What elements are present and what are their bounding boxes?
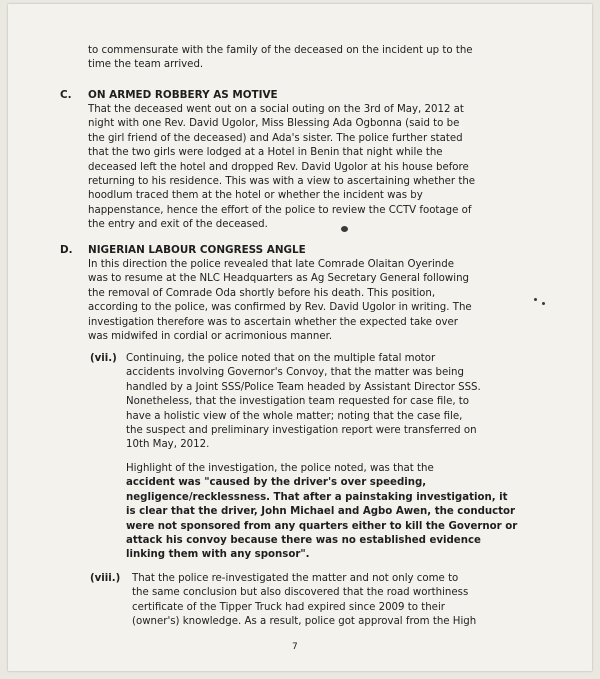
- section-d-line: In this direction the police revealed that late Comrade Olaitan Oyerinde: [88, 259, 454, 270]
- section-c-line: hoodlum traced them at the hotel or whether the incident was by: [88, 190, 423, 202]
- section-c-letter: C.: [60, 89, 72, 101]
- item-viii-paragraph: [132, 572, 521, 630]
- item-vii-line: Continuing, the police noted that on the multiple fatal motor: [126, 353, 436, 364]
- intro-line: to commensurate with the family of the deceased on the incident up to the: [88, 45, 473, 56]
- section-d-line: according to the police, was confirmed by Rev. David Ugolor in writing. The: [88, 302, 472, 314]
- highlight-line: linking them with any sponsor".: [126, 549, 310, 561]
- highlight-line: attack his convoy because there was no established evidence: [126, 535, 481, 547]
- item-vii-line: Nonetheless, that the investigation team requested for case file, to: [126, 396, 470, 408]
- margin-mark: [542, 302, 545, 305]
- item-viii-line: certificate of the Tipper Truck had expired since 2009 to their: [132, 601, 445, 613]
- section-d-paragraph: [88, 258, 516, 344]
- highlight-line: negligence/recklessness. That after a painstaking investigation, it: [126, 491, 508, 503]
- section-c-line: That the deceased went out on a social outing on the 3rd of May, 2012 at: [88, 104, 464, 115]
- page-number: 7: [292, 642, 298, 652]
- section-c-line: night with one Rev. David Ugolor, Miss Blessing Ada Ogbonna (said to be: [88, 118, 460, 130]
- item-vii-line: handled by a Joint SSS/Police Team headed by Assistant Director SSS.: [126, 381, 481, 393]
- item-vii-highlight-paragraph: [126, 462, 521, 563]
- item-viii-line: (owner's) knowledge. As a result, police got approval from the High: [132, 616, 477, 628]
- section-c-line: returning to his residence. This was with a view to ascertaining whether the: [88, 176, 476, 188]
- ink-smudge: [341, 226, 348, 232]
- section-c-line: happenstance, hence the effort of the police to review the CCTV footage of: [88, 204, 472, 216]
- item-vii-line: 10th May, 2012.: [126, 439, 210, 451]
- intro-line: time the team arrived.: [88, 59, 204, 71]
- item-viii-line: the same conclusion but also discovered that the road worthiness: [132, 587, 469, 599]
- section-d-title: NIGERIAN LABOUR CONGRESS ANGLE: [88, 244, 306, 256]
- highlight-line: Highlight of the investigation, the police noted, was that the: [126, 463, 434, 474]
- section-c-line: the entry and exit of the deceased.: [88, 219, 268, 231]
- item-viii-line: That the police re-investigated the matter and not only come to: [132, 573, 459, 584]
- highlight-line: is clear that the driver, John Michael and Agbo Awen, the conductor: [126, 506, 516, 518]
- document-page: [8, 4, 592, 671]
- item-vii-line: have a holistic view of the whole matter; noting that the case file,: [126, 410, 463, 422]
- item-vii-line: the suspect and preliminary investigation report were transferred on: [126, 425, 477, 437]
- section-d-line: was to resume at the NLC Headquarters as Ag Secretary General following: [88, 273, 469, 285]
- item-vii-line: accidents involving Governor's Convoy, that the matter was being: [126, 367, 464, 379]
- section-d-heading: [60, 243, 306, 257]
- section-c-line: deceased left the hotel and dropped Rev. David Ugolor at his house before: [88, 161, 469, 173]
- intro-paragraph: [88, 44, 512, 73]
- highlight-line: were not sponsored from any quarters either to kill the Governor or: [126, 520, 518, 532]
- section-c-line: the girl friend of the deceased) and Ada's sister. The police further stated: [88, 132, 463, 144]
- section-c-heading: [60, 88, 278, 102]
- highlight-line: accident was "caused by the driver's over speeding,: [126, 477, 427, 489]
- item-vii-label: (vii.): [90, 353, 117, 364]
- margin-mark: [534, 298, 537, 301]
- section-c-paragraph: [88, 103, 516, 233]
- section-d-line: investigation therefore was to ascertain whether the expected take over: [88, 316, 458, 328]
- section-d-letter: D.: [60, 244, 73, 256]
- section-c-line: that the two girls were lodged at a Hotel in Benin that night while the: [88, 147, 443, 159]
- section-c-title: ON ARMED ROBBERY AS MOTIVE: [88, 89, 278, 101]
- item-vii-paragraph: [126, 352, 521, 453]
- section-d-line: the removal of Comrade Oda shortly before his death. This position,: [88, 287, 436, 299]
- section-d-line: was midwifed in cordial or acrimonious manner.: [88, 331, 333, 343]
- item-viii-label: (viii.): [90, 573, 121, 584]
